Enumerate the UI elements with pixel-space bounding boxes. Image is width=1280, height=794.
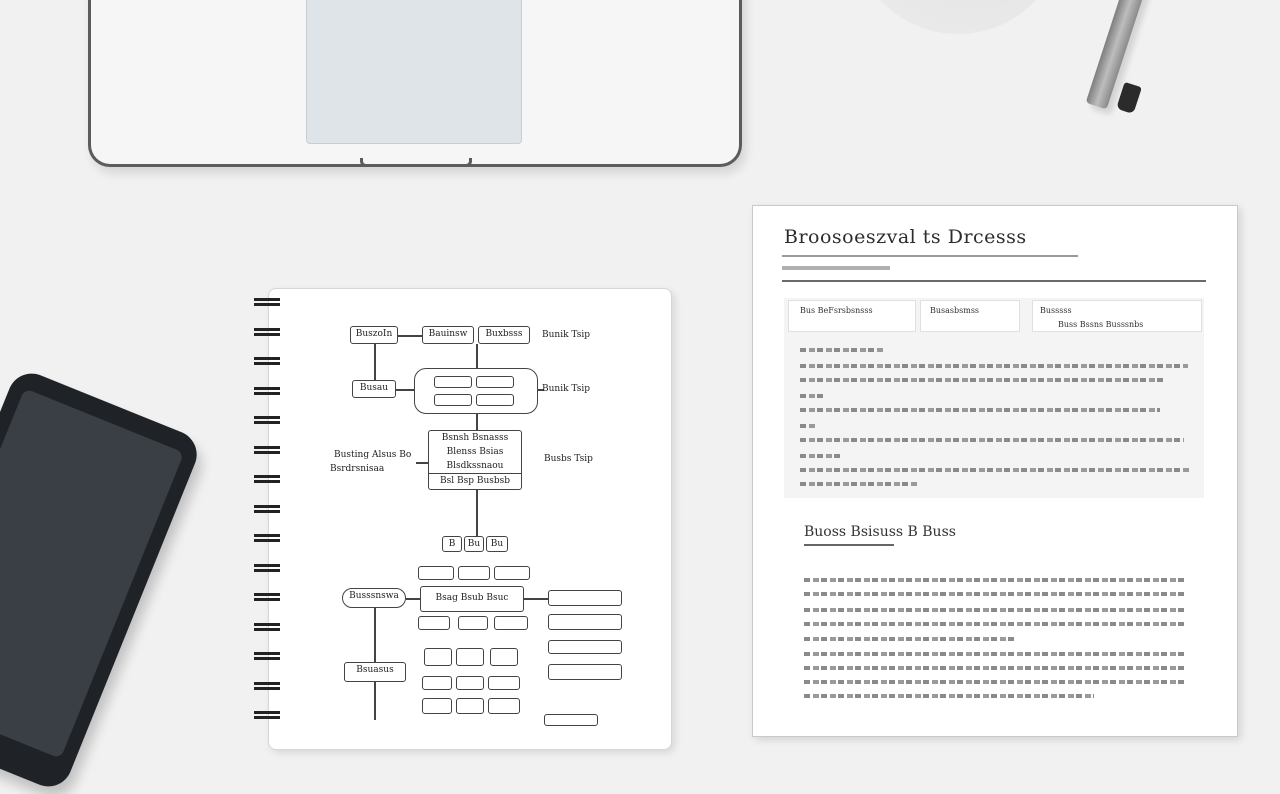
- spiral-ring: [254, 534, 280, 542]
- coffee-mug: [858, 0, 1058, 34]
- flow-node: Busau: [352, 380, 396, 398]
- connector: [406, 598, 420, 600]
- document-title: Broosoeszval ts Drcesss: [784, 226, 1027, 248]
- flow-center-line: Blsdkssnaou: [446, 461, 504, 471]
- text-line: [800, 348, 884, 352]
- flow-small-node: [418, 566, 454, 580]
- laptop-trackpad: [306, 0, 522, 144]
- connector: [398, 335, 422, 337]
- spiral-ring: [254, 475, 280, 483]
- text-line: [800, 438, 1184, 442]
- text-line: [800, 468, 1190, 472]
- text-line: [800, 364, 1188, 368]
- spiral-ring: [254, 682, 280, 690]
- flow-left-label: Busting Alsus Bo: [334, 450, 412, 460]
- text-line: [804, 694, 1094, 698]
- title-rule: [782, 255, 1078, 257]
- spiral-ring: [254, 387, 280, 395]
- flow-small-node: [422, 676, 452, 690]
- text-line: [804, 652, 1186, 656]
- table-header-cell: [788, 300, 916, 332]
- text-line: [800, 424, 816, 428]
- header-rule: [782, 280, 1206, 282]
- flow-small-node: [456, 648, 484, 666]
- title-subrule: [782, 266, 890, 270]
- spiral-ring: [254, 416, 280, 424]
- flow-small-node: [548, 614, 622, 630]
- text-line: [804, 680, 1186, 684]
- connector: [476, 414, 478, 430]
- flow-small-node: [422, 698, 452, 714]
- flow-center-line: Bsl Bsp Busbsb: [429, 473, 521, 488]
- flow-small-node: [424, 648, 452, 666]
- table-header-label: Busasbsmss: [930, 306, 980, 315]
- flow-inner-node: [476, 394, 514, 406]
- spiral-ring: [254, 328, 280, 336]
- flow-small-node: [490, 648, 518, 666]
- tablet-screen: [0, 388, 184, 758]
- flow-small-node: [418, 616, 450, 630]
- spiral-ring: [254, 564, 280, 572]
- flow-node: Buxbsss: [478, 326, 530, 344]
- flow-center-line: Bsnsh Bsnasss: [441, 433, 509, 443]
- flow-pill-node: Busssnswa: [342, 588, 406, 608]
- flow-small-node: [548, 640, 622, 654]
- flow-node: BuszoIn: [350, 326, 398, 344]
- flow-small-node: B: [442, 536, 462, 552]
- document-section-heading: Buoss Bsisuss B Buss: [804, 524, 956, 540]
- spiral-ring: [254, 711, 280, 719]
- flow-center-line: Blenss Bsias: [446, 447, 504, 457]
- pen-tip: [1116, 82, 1142, 114]
- spiral-ring: [254, 505, 280, 513]
- connector: [416, 462, 428, 464]
- text-line: [804, 637, 1014, 641]
- connector: [476, 490, 478, 536]
- flow-small-node: Bu: [464, 536, 484, 552]
- text-line: [800, 454, 840, 458]
- flow-small-node: [488, 676, 520, 690]
- flow-small-node: [494, 566, 530, 580]
- table-header-label: Busssss: [1040, 306, 1072, 315]
- spiral-ring: [254, 446, 280, 454]
- flow-inner-node: [476, 376, 514, 388]
- flow-small-node: [494, 616, 528, 630]
- spiral-ring: [254, 652, 280, 660]
- spiral-ring: [254, 298, 280, 306]
- flow-small-node: [458, 566, 490, 580]
- flow-group-node: [414, 368, 538, 414]
- pen: [1086, 0, 1153, 109]
- table-header-label: Bus BeFsrsbsnsss: [800, 306, 873, 315]
- laptop-notch: [360, 158, 472, 167]
- tablet: [0, 366, 204, 793]
- flow-center-node: [428, 430, 522, 490]
- flow-small-node: [456, 676, 484, 690]
- flow-inner-node: [434, 376, 472, 388]
- connector: [396, 389, 414, 391]
- table-header-sublabel: Buss Bssns Busssnbs: [1058, 320, 1144, 329]
- flow-side-label: Bunik Tsip: [542, 384, 591, 394]
- spiral-ring: [254, 357, 280, 365]
- text-line: [804, 622, 1186, 626]
- text-line: [800, 378, 1164, 382]
- flow-small-node: [548, 590, 622, 606]
- table-header-cell: [920, 300, 1020, 332]
- flow-small-node: [488, 698, 520, 714]
- connector: [524, 598, 548, 600]
- text-line: [800, 394, 824, 398]
- flow-small-node: [458, 616, 488, 630]
- spiral-ring: [254, 593, 280, 601]
- connector: [374, 344, 376, 380]
- section-underline: [804, 544, 894, 546]
- flow-left-label: Bsrdrsnisaa: [330, 464, 385, 474]
- text-line: [804, 666, 1186, 670]
- flow-side-label: Bunik Tsip: [542, 330, 591, 340]
- spiral-ring: [254, 623, 280, 631]
- flow-small-node: [456, 698, 484, 714]
- flow-node: Bauinsw: [422, 326, 474, 344]
- flow-small-node: Bu: [486, 536, 508, 552]
- text-line: [804, 592, 1186, 596]
- text-line: [800, 408, 1160, 412]
- flow-node: Bsuasus: [344, 662, 406, 682]
- text-line: [804, 608, 1184, 612]
- flow-small-node: [548, 664, 622, 680]
- flow-node: Bsag Bsub Bsuc: [420, 586, 524, 612]
- flow-inner-node: [434, 394, 472, 406]
- text-line: [804, 578, 1186, 582]
- text-line: [800, 482, 918, 486]
- flow-small-node: [544, 714, 598, 726]
- flow-side-label: Busbs Tsip: [544, 454, 593, 464]
- connector: [476, 344, 478, 368]
